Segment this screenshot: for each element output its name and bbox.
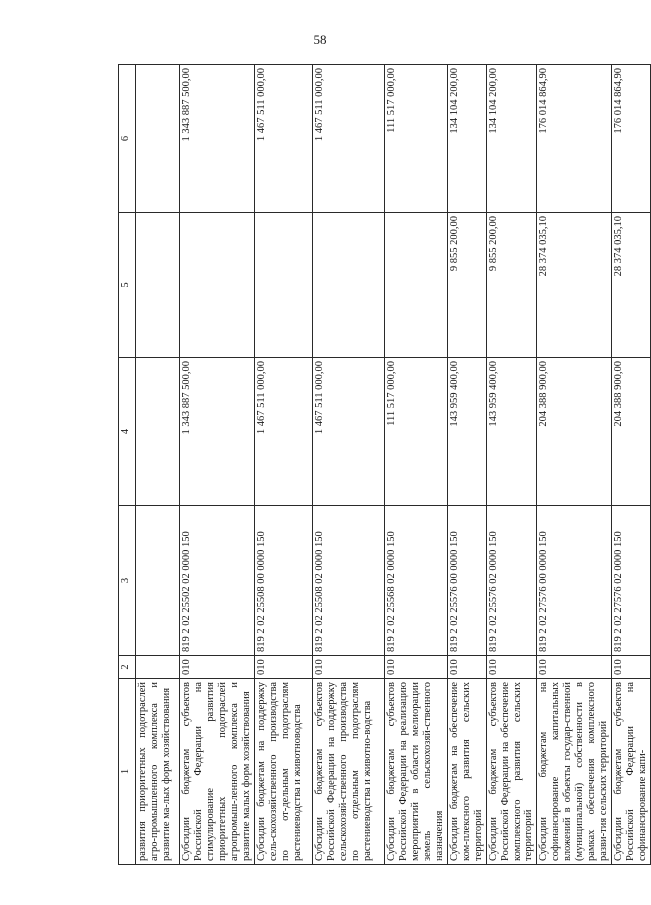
row-amount-6: 1 467 511 000,00 [312,65,384,213]
row-amount-5: 28 374 035,10 [537,213,612,358]
row-description: Субсидии бюджетам субъектов Российской Федерации на поддержку сельскохозяй-ственного производства по отдельным подотраслям растениеводства и животно-водства [312,679,384,865]
row-amount-5 [180,213,255,358]
row-amount-4: 143 959 400,00 [447,358,486,506]
row-description: развития приоритетных подотраслей агро-промышленного комплекса и развитие ма-лых форм хозяйствования [136,679,180,865]
row-amount-4: 1 343 887 500,00 [180,358,255,506]
row-amount-4 [136,358,180,506]
table-row [537,65,612,865]
row-budget-code [136,506,180,656]
row-amount-6: 134 104 200,00 [447,65,486,213]
row-amount-6 [136,65,180,213]
row-description: Субсидии бюджетам субъектов Российской Федерации на реализацию мероприятий в области мелиорации земель сельскохозяй-ственного назначения [384,679,447,865]
header-col-2: 2 [119,656,136,679]
row-description: Субсидии бюджетам на поддержку сель-скохозяйственного производства по от-дельным подотраслям растениеводства и животноводства [254,679,312,865]
row-description: Субсидии бюджетам субъектов Российской Федерации на стимулирование развития приоритетных подотраслей агропромыш-ленного комплекса и развитие малых форм хозяйствования [180,679,255,865]
row-admin-code: 010 [312,656,384,679]
row-budget-code: 819 2 02 25508 00 0000 150 [254,506,312,656]
row-admin-code: 010 [612,656,651,679]
row-amount-4: 143 959 400,00 [486,358,537,506]
row-admin-code: 010 [447,656,486,679]
row-budget-code: 819 2 02 25576 02 0000 150 [486,506,537,656]
table-row [447,65,486,865]
header-col-3: 3 [119,506,136,656]
row-description: Субсидии бюджетам субъектов Российской Федерации на софинансирование капи- [612,679,651,865]
table-row [312,65,384,865]
row-amount-4: 204 388 900,00 [612,358,651,506]
header-col-4: 4 [119,358,136,506]
header-col-1: 1 [119,679,136,865]
table-row [612,65,651,865]
table-row [180,65,255,865]
row-admin-code: 010 [486,656,537,679]
row-amount-5 [136,213,180,358]
row-admin-code: 010 [180,656,255,679]
table-row [254,65,312,865]
row-amount-4: 1 467 511 000,00 [254,358,312,506]
row-amount-6: 1 467 511 000,00 [254,65,312,213]
table-header-row [119,65,136,865]
row-amount-6: 1 343 887 500,00 [180,65,255,213]
row-admin-code: 010 [384,656,447,679]
row-admin-code: 010 [537,656,612,679]
row-amount-5 [254,213,312,358]
row-admin-code: 010 [254,656,312,679]
header-col-6: 6 [119,65,136,213]
rotated-table-wrapper [118,65,649,865]
row-amount-4: 1 467 511 000,00 [312,358,384,506]
row-amount-5: 9 855 200,00 [447,213,486,358]
row-amount-4: 204 388 900,00 [537,358,612,506]
row-description: Субсидии бюджетам на софинансирование капитальных вложений в объекты государ-ственной (муниципальной) собственности в рамках обеспечения комплексного разви-тия сельских территорий [537,679,612,865]
row-budget-code: 819 2 02 25502 02 0000 150 [180,506,255,656]
row-amount-6: 134 104 200,00 [486,65,537,213]
row-amount-4: 111 517 000,00 [384,358,447,506]
table-row [384,65,447,865]
header-col-5: 5 [119,213,136,358]
row-description: Субсидии бюджетам субъектов Российской Федерации на обеспечение комплексного развития сельских территорий [486,679,537,865]
row-budget-code: 819 2 02 25508 02 0000 150 [312,506,384,656]
row-amount-5 [312,213,384,358]
row-amount-6: 111 517 000,00 [384,65,447,213]
row-budget-code: 819 2 02 25568 02 0000 150 [384,506,447,656]
table-row [136,65,180,865]
row-amount-6: 176 014 864,90 [612,65,651,213]
row-amount-6: 176 014 864,90 [537,65,612,213]
row-amount-5: 9 855 200,00 [486,213,537,358]
table-row [486,65,537,865]
row-budget-code: 819 2 02 27576 02 0000 150 [612,506,651,656]
row-admin-code [136,656,180,679]
row-amount-5: 28 374 035,10 [612,213,651,358]
row-description: Субсидии бюджетам на обеспечение ком-плексного развития сельских территорий [447,679,486,865]
row-budget-code: 819 2 02 25576 00 0000 150 [447,506,486,656]
page-number: 58 [313,32,327,47]
row-budget-code: 819 2 02 27576 00 0000 150 [537,506,612,656]
budget-table [118,64,651,865]
row-amount-5 [384,213,447,358]
